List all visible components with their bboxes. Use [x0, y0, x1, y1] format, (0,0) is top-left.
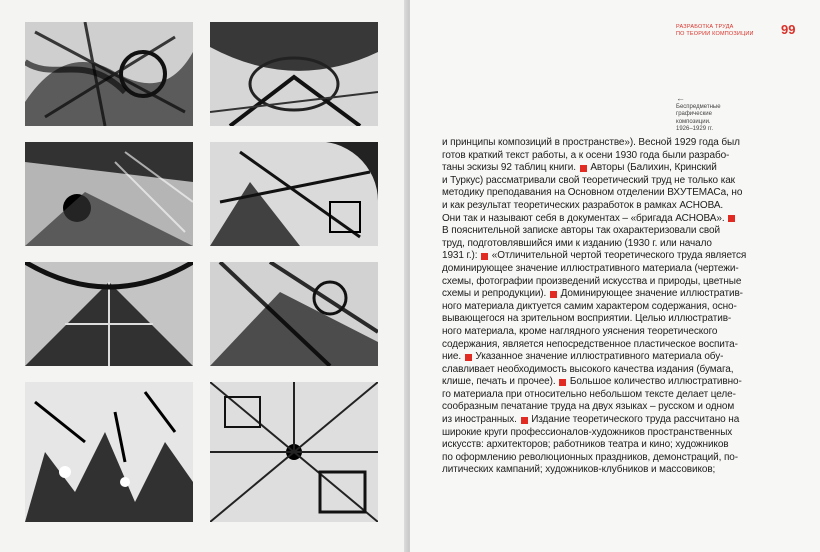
body-text-line	[442, 288, 794, 301]
body-text-segment: Указанное значение иллюстративного материала обу-	[472, 351, 724, 363]
body-text-segment: методику преподавания на Основном отделении ВХУТЕМАСа, но	[442, 187, 743, 199]
body-text-segment: Авторы (Балихин, Кринский	[587, 162, 717, 174]
body-text-line	[442, 401, 794, 414]
body-text-segment: из иностранных.	[442, 414, 520, 426]
body-text-segment: схемы, фотографии произведений искусства и природы, цветные	[442, 275, 742, 287]
body-text-line	[442, 225, 794, 238]
sketch-illustration-5	[25, 262, 193, 366]
body-text-segment: клише, печать и прочее).	[442, 376, 559, 388]
body-text-segment: искусств: архитекторов; работников театра и кино; художников	[442, 439, 729, 451]
body-text-segment: содержания, является непосредственное пластическое воспита-	[442, 338, 738, 350]
body-text-line	[442, 187, 794, 200]
body-text-segment: Большое количество иллюстративно-	[567, 376, 742, 388]
body-text-segment: ного материала, кроме наглядного уяснения теоретического	[442, 325, 718, 337]
body-text-line	[442, 414, 794, 427]
body-text-line	[442, 137, 794, 150]
paragraph-marker	[465, 354, 472, 361]
running-header-line-1: РАЗРАБОТКА ТРУДА	[676, 24, 734, 30]
paragraph-marker	[521, 417, 528, 424]
body-text-segment: ного материала диктуется самим характером содержания, осно-	[442, 300, 737, 312]
body-text-segment: 1931 г.):	[442, 250, 481, 262]
sketch-illustration-3	[25, 142, 193, 246]
body-text-segment: труд, подготовлявшийся ими к изданию (1930 г. или начало	[442, 237, 712, 249]
body-text-line	[442, 326, 794, 339]
paragraph-marker	[550, 291, 557, 298]
body-text-segment: широкие круги профессионалов-художников пространственных	[442, 426, 733, 438]
running-header-line-2: ПО ТЕОРИИ КОМПОЗИЦИИ	[676, 31, 754, 37]
caption-line: 1926–1929 гг.	[676, 125, 714, 132]
body-text-line	[442, 439, 794, 452]
sketch-illustration-1	[25, 22, 193, 126]
body-text-line	[442, 427, 794, 440]
body-text	[442, 137, 794, 477]
caption-line: композиции.	[676, 118, 711, 125]
body-text-line	[442, 175, 794, 188]
body-text-segment: и принципы композиций в пространстве»). Весной 1929 года был	[442, 137, 740, 148]
paragraph-marker	[481, 253, 488, 260]
paragraph-marker	[728, 215, 735, 222]
body-text-segment: вывающегося на зрительном восприятии. Целью иллюстратив-	[442, 313, 732, 325]
body-text-segment: Издание теоретического труда рассчитано на	[528, 414, 740, 426]
body-text-segment: го материала при относительно небольшом тексте делает целе-	[442, 388, 736, 400]
body-text-line	[442, 263, 794, 276]
body-text-line	[442, 376, 794, 389]
body-text-line	[442, 301, 794, 314]
page-number: 99	[781, 22, 796, 37]
paragraph-marker	[580, 165, 587, 172]
body-text-line	[442, 162, 794, 175]
body-text-line	[442, 200, 794, 213]
arrow-left-icon: ←	[676, 93, 685, 103]
body-text-segment: славливает необходимость высокого качества издания (бумага,	[442, 363, 734, 375]
paragraph-marker	[559, 379, 566, 386]
body-text-segment: сообразным печатание труда на двух языках – русском и одном	[442, 401, 735, 413]
body-text-segment: по оформлению революционных праздников, демонстраций, по-	[442, 451, 738, 463]
body-text-segment: доминирующее значение иллюстративного материала (чертежи-	[442, 262, 739, 274]
body-text-segment: «Отличительной чертой теоретического труда является	[489, 250, 747, 262]
body-text-segment: готов краткий текст работы, а к осени 1930 года были разрабо-	[442, 149, 730, 161]
sketch-illustration-6	[210, 262, 378, 366]
sketch-illustration-7	[25, 382, 193, 522]
body-text-segment: Доминирующее значение иллюстратив-	[557, 288, 743, 300]
caption-line: графические	[676, 111, 712, 118]
running-header	[676, 24, 754, 38]
body-text-line	[442, 276, 794, 289]
left-page	[0, 0, 408, 552]
sketch-illustration-8	[210, 382, 378, 522]
body-text-segment: литических кампаний; художников-клубников и массовиков;	[442, 464, 716, 476]
body-text-line	[442, 150, 794, 163]
body-text-line	[442, 213, 794, 226]
body-text-line	[442, 464, 794, 477]
body-text-segment: схемы и репродукции).	[442, 288, 549, 300]
body-text-line	[442, 364, 794, 377]
sketch-illustration-4	[210, 142, 378, 246]
body-text-line	[442, 389, 794, 402]
sketch-illustration-2	[210, 22, 378, 126]
body-text-segment: В пояснительной записке авторы так охарактеризовали свой	[442, 225, 720, 237]
body-text-line	[442, 452, 794, 465]
body-text-segment: и как результат теоретических разработок в рамках АСНОВА.	[442, 199, 724, 211]
body-text-segment: Они так и называют себя в документах – «бригада АСНОВА».	[442, 212, 728, 224]
body-text-line	[442, 250, 794, 263]
body-text-line	[442, 339, 794, 352]
body-text-segment: ние.	[442, 351, 464, 363]
body-text-segment: и Туркус) рассматривали свой теоретический труд не только как	[442, 174, 735, 186]
figure-caption	[676, 94, 766, 133]
caption-line: Беспредметные	[676, 104, 721, 110]
body-text-line	[442, 313, 794, 326]
body-text-line	[442, 238, 794, 251]
body-text-line	[442, 351, 794, 364]
body-text-segment: таны эскизы 92 таблиц книги.	[442, 162, 579, 174]
